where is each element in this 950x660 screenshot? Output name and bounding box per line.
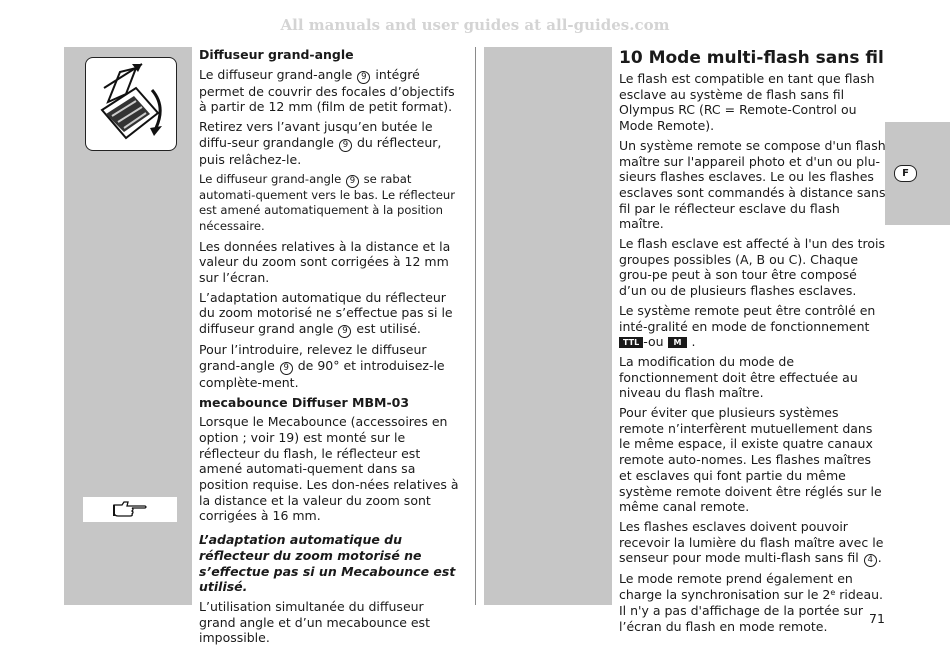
heading-wide-angle: Diffuseur grand-angle (199, 47, 354, 62)
right-text-column (619, 47, 887, 638)
paragraph: Retirez vers l’avant jusqu’en butée le diffu-seur grandangle 9 du réflecteur, puis relâchez-le. (199, 119, 442, 167)
paragraph: L’adaptation automatique du réflecteur du zoom motorisé ne s’effectue pas si le diffuseur grand angle 9 est utilisé. (199, 289, 453, 337)
column-divider (475, 47, 476, 605)
paragraph: Les données relatives à la distance et la valeur du zoom sont corrigées à 12 mm sur l’écran. (199, 238, 451, 286)
page-number: 71 (869, 611, 885, 626)
ttl-mode-badge: TTL (619, 337, 643, 348)
paragraph: Le flash esclave est affecté à l'un des trois groupes possibles (A, B ou C). Chaque grou-pe peut à son tour être composé d’un ou de plusieurs flashes esclaves. (619, 236, 885, 299)
language-badge: F (894, 165, 917, 182)
reference-number: 9 (339, 139, 352, 152)
paragraph: Le flash est compatible en tant que flash esclave au système de flash sans fil Olympus RC (RC = Remote-Control ou Mode Remote). (619, 71, 875, 134)
paragraph: Pour l’introduire, relevez le diffuseur grand-angle 9 de 90° et introduisez-le complète-ment. (199, 342, 445, 390)
paragraph: Un système remote se compose d'un flash maître sur l'appareil photo et d'un ou plu-sieurs flashes esclaves. Le ou les flashes esclaves sont commandés à distance sans fil par le réflecteur esclave du flash maître. (619, 137, 886, 232)
reference-number: 4 (864, 554, 877, 567)
reference-number: 9 (357, 71, 370, 84)
section-title: 10 Mode multi-flash sans fil (619, 48, 884, 68)
watermark: All manuals and user guides at all-guides.com (280, 16, 670, 34)
paragraph: L’utilisation simultanée du diffuseur grand angle et d’un mecabounce est impossible. (199, 598, 430, 646)
reference-number: 9 (338, 325, 351, 338)
paragraph: Le mode remote prend également en charge la synchronisation sur le 2e rideau. Il n'y a pas d'affichage de la portée sur l’écran du flash en mode remote. (619, 571, 884, 634)
paragraph: Lorsque le Mecabounce (accessoires en option ; voir 19) est monté sur le réflecteur du flash, le réflecteur est amené automati-quement dans sa position requise. Les don-nées relatives à la distance et la valeur du zoom sont corrigées à 16 mm. (199, 414, 459, 524)
right-margin-band (484, 47, 612, 605)
left-text-column (199, 47, 461, 650)
paragraph: Les flashes esclaves doivent pouvoir recevoir la lumière du flash maître avec le senseur pour mode multi-flash sans fil 4 . (619, 518, 884, 566)
wide-angle-diffuser-icon (85, 57, 177, 151)
reference-number: 9 (346, 175, 359, 188)
paragraph: Le diffuseur grand-angle 9 intégré permet de couvrir des focales d’objectifs à partir de 12 mm (film de petit format). (199, 66, 455, 115)
heading-mecabounce: mecabounce Diffuser MBM-03 (199, 394, 410, 410)
paragraph: Pour éviter que plusieurs systèmes remote n’interfèrent mutuellement dans le même espace, il existe quatre canaux remote auto-nomes. Les flashes maîtres et esclaves qui font partie du même système remote doivent être réglés sur le même canal remote. (619, 405, 882, 515)
paragraph: La modification du mode de fonctionnement doit être effectuée au niveau du flash maître. (619, 353, 858, 401)
paragraph: Le système remote peut être contrôlé en inté-gralité en mode de fonctionnement TTL -ou M . (619, 302, 876, 350)
pointing-hand-icon (83, 497, 177, 522)
paragraph: Le diffuseur grand-angle 9 se rabat automati-quement vers le bas. Le réflecteur est amené automatiquement à la position nécessaire. (199, 171, 456, 233)
manual-mode-badge: M (668, 337, 688, 348)
reference-number: 9 (280, 362, 293, 375)
note-text: L’adaptation automatique du réflecteur du zoom motorisé ne s’effectue pas si un Mecabounce est utilisé. (199, 532, 456, 595)
